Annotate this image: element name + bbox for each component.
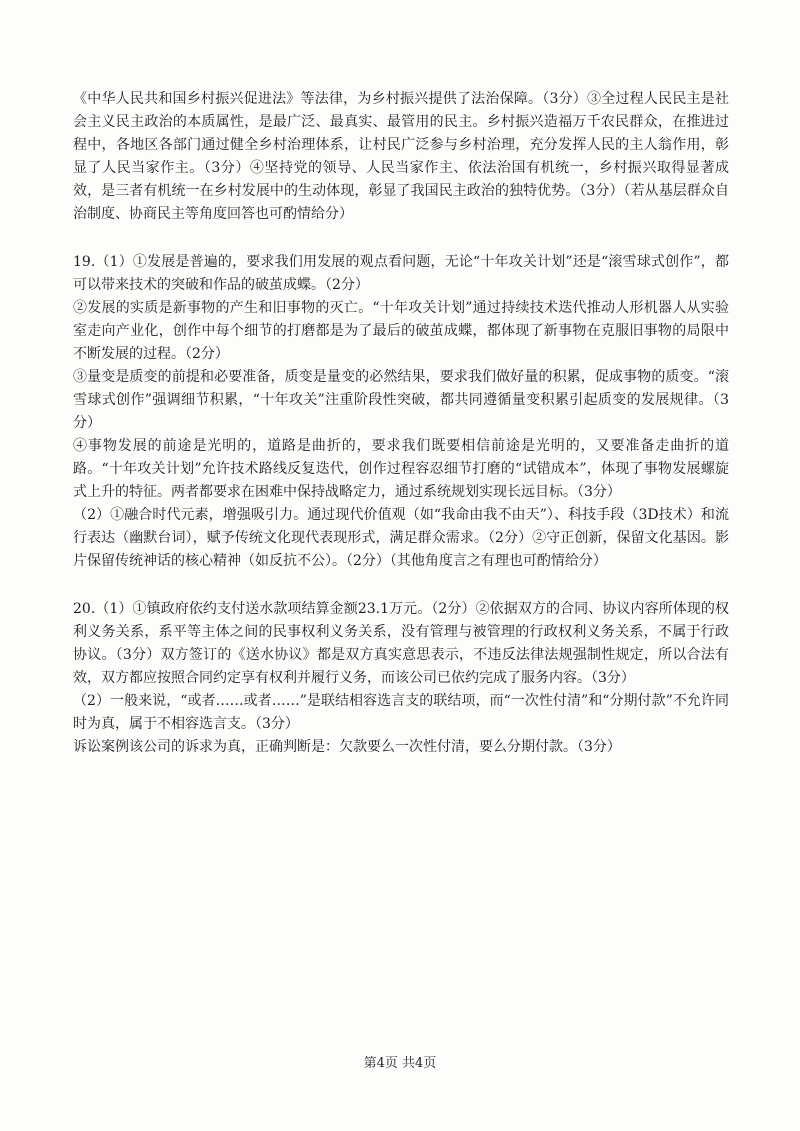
answer-18-continuation: [73, 88, 729, 226]
paragraph: ④事物发展的前途是光明的，道路是曲折的，要求我们既要相信前途是光明的，又要准备走曲折的道路。“十年攻关计划”允许技术路线反复迭代，创作过程容忍细节打磨的“试错成本”，体现了事物发展螺旋式上升的特征。两者都要求在困难中保持战略定力，通过系统规划实现长远目标。（3分）: [73, 438, 729, 500]
answer-content: [73, 88, 729, 759]
paragraph: （2）①融合时代元素，增强吸引力。通过现代价值观（如“我命由我不由天”）、科技手段（3D技术）和流行表达（幽默台词），赋予传统文化现代表现形式，满足群众需求。（2分）②守正创新，保留文化基因。影片保留传统神话的核心精神（如反抗不公）。（2分）（其他角度言之有理也可酌情给分）: [73, 507, 729, 569]
paragraph: 20.（1）①镇政府依约支付送水款项结算金额23.1万元。（2分）②依据双方的合同、协议内容所体现的权利义务关系，系平等主体之间的民事权利义务关系，没有管理与被管理的行政权利义务关系，不属于行政协议。（3分）双方签订的《送水协议》都是双方真实意思表示，不违反法律法规强制性规定，所以合法有效，双方都应按照合同约定享有权利并履行义务，而该公司已依约完成了服务内容。（3分）: [73, 601, 729, 686]
paragraph: 诉讼案例该公司的诉求为真，正确判断是：欠款要么一次性付清，要么分期付款。（3分）: [73, 739, 621, 755]
paragraph: ③量变是质变的前提和必要准备，质变是量变的必然结果，要求我们做好量的积累，促成事物的质变。“滚雪球式创作”强调细节积累，“十年攻关”注重阶段性突破，都共同遵循量变积累引起质变的发展规律。（3分）: [73, 369, 729, 431]
page-number: 第4页 共4页: [363, 1056, 437, 1071]
paragraph: ②发展的实质是新事物的产生和旧事物的灭亡。“十年攻关计划”通过持续技术迭代推动人形机器人从实验室走向产业化，创作中每个细节的打磨都是为了最后的破茧成蝶，都体现了新事物在克服旧事物的局限中不断发展的过程。（2分）: [73, 300, 729, 362]
answer-20: [73, 598, 729, 759]
paragraph: （2）一般来说，“或者……或者……”是联结相容选言支的联结项，而“一次性付清”和“分期付款”不允许同时为真，属于不相容选言支。（3分）: [73, 693, 729, 732]
paragraph: 19.（1）①发展是普遍的，要求我们用发展的观点看问题，无论“十年攻关计划”还是“滚雪球式创作”，都可以带来技术的突破和作品的破茧成蝶。（2分）: [73, 254, 729, 293]
answer-19: [73, 251, 729, 573]
paragraph: 《中华人民共和国乡村振兴促进法》等法律，为乡村振兴提供了法治保障。（3分）③全过程人民民主是社会主义民主政治的本质属性，是最广泛、最真实、最管用的民主。乡村振兴造福万千农民群众，在推进过程中，各地区各部门通过健全乡村治理体系，让村民广泛参与乡村治理，充分发挥人民的主人翁作用，彰显了人民当家作主。（3分）④坚持党的领导、人民当家作主、依法治国有机统一，乡村振兴取得显著成效，是三者有机统一在乡村发展中的生动体现，彰显了我国民主政治的独特优势。（3分）（若从基层群众自治制度、协商民主等角度回答也可酌情给分）: [73, 91, 729, 222]
